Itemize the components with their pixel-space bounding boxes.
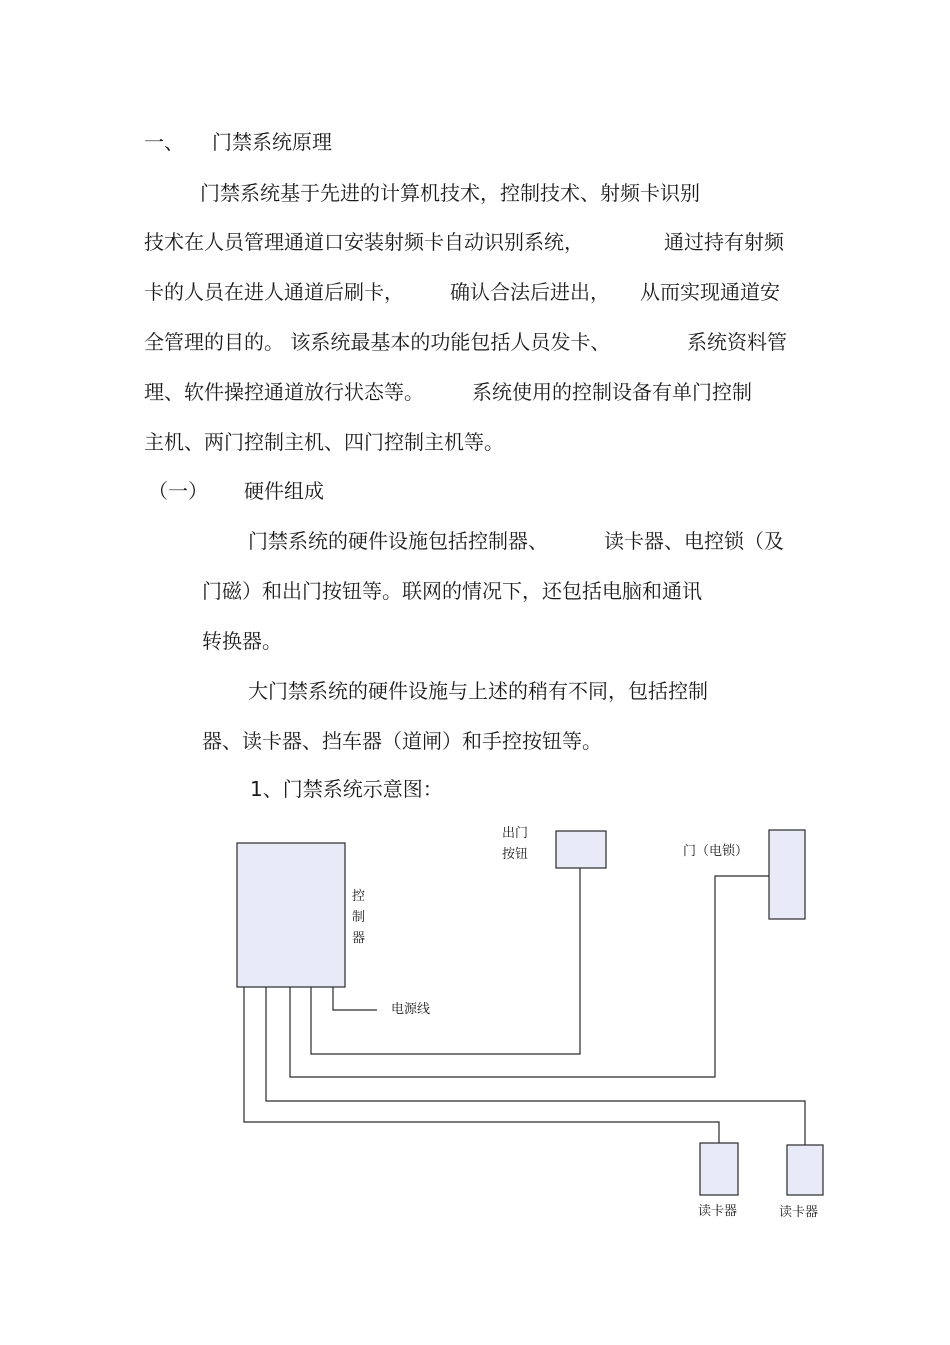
door-lock-box [769,830,805,919]
paragraph2-line1-b: 读卡器、电控锁（及 [604,529,784,553]
paragraph1-line5-b: 系统使用的控制设备有单门控制 [472,380,752,404]
reader1-box [700,1143,738,1195]
paragraph2-line3: 转换器。 [202,629,282,653]
power-line-label: 电源线 [391,1002,431,1017]
section-number: 一、 [144,130,184,154]
reader2-label: 读卡器 [779,1205,819,1220]
power-line-wire [333,987,377,1010]
exit-button-label-line1: 出门 [502,826,529,841]
paragraph1-line6: 主机、两门控制主机、四门控制主机等。 [144,430,504,454]
paragraph1-line3-a: 卡的人员在进人通道后刷卡， [144,280,404,304]
reader1-wire [244,987,719,1143]
door-lock-label: 门（电锁） [683,844,749,859]
paragraph1-line5-a: 理、软件操控通道放行状态等。 [144,380,424,404]
paragraph1-line1: 门禁系统基于先进的计算机技术，控制技术、射频卡识别 [200,181,700,205]
paragraph2-line2: 门磁）和出门按钮等。联网的情况下，还包括电脑和通讯 [202,579,702,603]
reader2-wire [266,987,805,1145]
paragraph1-line2-b: 通过持有射频 [664,230,784,254]
paragraph1-line4-b: 系统资料管 [687,330,787,354]
exit-button-box [556,831,606,868]
paragraph1-line2-a: 技术在人员管理通道口安装射频卡自动识别系统， [144,230,584,254]
paragraph3-line1: 大门禁系统的硬件设施与上述的稍有不同，包括控制 [248,679,708,703]
section-title: 门禁系统原理 [212,130,332,154]
paragraph1-line3-c: 从而实现通道安 [640,280,780,304]
reader1-label: 读卡器 [698,1204,738,1219]
paragraph1-line3-b: 确认合法后进出， [450,280,610,304]
paragraph2-line1-a: 门禁系统的硬件设施包括控制器、 [248,529,548,553]
controller-box [237,843,345,987]
controller-label: 控制器 [352,889,366,946]
exit-button-label-line2: 按钮 [502,847,529,862]
subsection-number: （一） [148,479,208,503]
reader2-box [787,1145,823,1195]
paragraph3-line2: 器、读卡器、挡车器（道闸）和手控按钮等。 [202,729,602,753]
figure-caption: 1、门禁系统示意图： [250,777,443,801]
paragraph1-line4-a: 全管理的目的。 该系统最基本的功能包括人员发卡、 [144,330,611,354]
subsection-title: 硬件组成 [244,479,324,503]
